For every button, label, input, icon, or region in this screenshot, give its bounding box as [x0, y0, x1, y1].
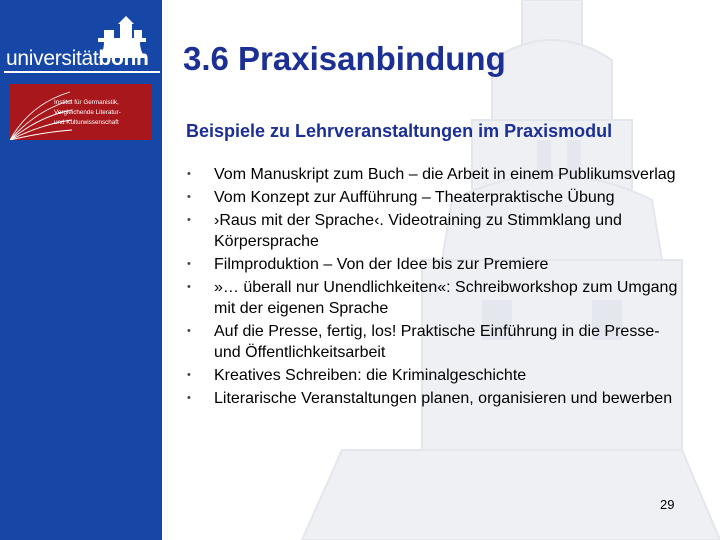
page-number: 29 [660, 497, 675, 512]
bullet-item [187, 210, 687, 252]
bullet-item [187, 365, 687, 386]
bullet-item [187, 321, 687, 363]
bullet-item [187, 388, 687, 409]
bullet-text: Kreatives Schreiben: die Kriminalgeschichte [214, 367, 527, 384]
university-wordmark [6, 47, 149, 71]
bullet-dot: • [187, 258, 191, 270]
bullet-dot: • [187, 191, 191, 203]
institute-name [54, 98, 121, 128]
bullet-text: Auf die Presse, fertig, los! Praktische Einführung in die Presse- und Öffentlichkeitsarbeit [214, 323, 660, 361]
institute-line-1: Institut für Germanistik, [54, 99, 119, 106]
bullet-dot: • [187, 392, 191, 404]
bullet-list [187, 164, 687, 411]
bullet-dot: • [187, 214, 191, 226]
bullet-dot: • [187, 325, 191, 337]
institute-line-3: und Kulturwissenschaft [54, 119, 119, 126]
bullet-text: »… überall nur Unendlichkeiten«: Schreibworkshop zum Umgang mit der eigenen Sprache [214, 279, 678, 317]
slide-subtitle: Beispiele zu Lehrveranstaltungen im Praxismodul [186, 121, 613, 141]
bullet-item [187, 187, 687, 208]
sidebar [0, 0, 162, 540]
bullet-text: Vom Konzept zur Aufführung – Theaterpraktische Übung [214, 189, 615, 206]
bullet-text: ›Raus mit der Sprache‹. Videotraining zu Stimmklang und Körpersprache [214, 212, 622, 250]
uni-regular-text: universität [6, 47, 99, 70]
bullet-text: Literarische Veranstaltungen planen, organisieren und bewerben [214, 390, 673, 407]
bullet-text: Vom Manuskript zum Buch – die Arbeit in einem Publikumsverlag [214, 166, 676, 183]
bullet-item [187, 164, 687, 185]
bullet-dot: • [187, 369, 191, 381]
bullet-dot: • [187, 168, 191, 180]
uni-bold-text: bonn [98, 47, 149, 70]
bullet-item [187, 277, 687, 319]
bullet-text: Filmproduktion – Von der Idee bis zur Premiere [214, 256, 549, 273]
bullet-dot: • [187, 281, 191, 293]
slide-title: 3.6 Praxisanbindung [183, 40, 506, 77]
institute-line-2: Vergleichende Literatur- [54, 109, 121, 116]
bullet-item [187, 254, 687, 275]
